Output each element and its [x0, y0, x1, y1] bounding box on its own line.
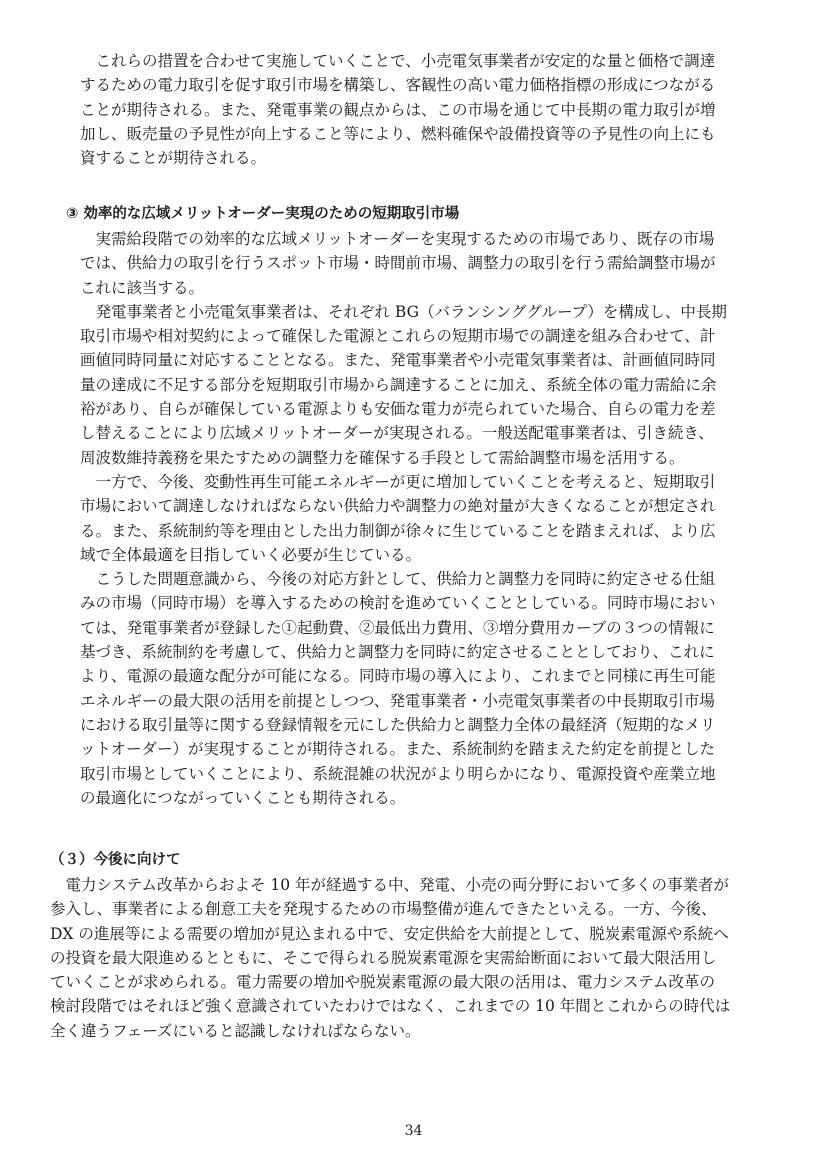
text-line: こうした問題意識から、今後の対応方針として、供給力と調整力を同時に約定させる仕組: [80, 570, 716, 589]
text-line: 周波数維持義務を果たすための調整力を確保する手段として需給調整市場を活用する。: [80, 448, 685, 467]
text-line: エネルギーの最大限の活用を前提としつつ、発電事業者・小売電気事業者の中長期取引市場: [80, 691, 715, 710]
page-number: 34: [404, 1123, 423, 1139]
text-line: これらの措置を合わせて実施していくことで、小売電気事業者が安定的な量と価格で調達: [80, 52, 716, 70]
text-line: 取引市場や相対契約によって確保した電源とこれらの短期市場での調達を組み合わせて、計: [80, 327, 716, 346]
text-line: 実需給段階での効率的な広域メリットオーダーを実現するための市場であり、既存の市場: [80, 230, 715, 248]
text-line: では、供給力の取引を行うスポット市場・時間前市場、調整力の取引を行う需給調整市場が: [80, 254, 716, 273]
text-line: 域で全体最適を目指していく必要が生じている。: [80, 545, 422, 564]
text-line: における取引量等に関する登録情報を元にした供給力と調整力全体の最経済（短期的なメリ: [80, 715, 716, 734]
text-line: 加し、販売量の予見性が向上すること等により、燃料確保や設備投資等の予見性の向上にも: [80, 124, 716, 143]
section-heading-short-term-market: ③ 効率的な広域メリットオーダー実現のための短期取引市場: [66, 206, 460, 222]
text-line: これに該当する。: [80, 278, 205, 297]
text-line: 電力システム改革からおよそ 10 年が経過する中、発電、小売の両分野において多くの事業者が: [50, 876, 730, 894]
text-line: DX の進展等による需要の増加が見込まれる中で、安定供給を大前提として、脱炭素電源や系統へ: [50, 924, 729, 943]
text-line: の最適化につながっていくことも期待される。: [80, 788, 406, 807]
text-line: より、電源の最適な配分が可能になる。同時市場の導入により、これまでと同様に再生可能: [80, 667, 716, 686]
text-line: するための電力取引を促す取引市場を構築し、客観性の高い電力価格指標の形成につながる: [80, 76, 716, 95]
text-line: ては、発電事業者が登録した①起動費、②最低出力費用、③増分費用カーブの３つの情報に: [80, 618, 715, 637]
paragraph-future: [50, 873, 730, 1043]
paragraph-short-term-market: [80, 227, 727, 810]
text-line: 全く違うフェーズにいると認識しなければならない。: [50, 1021, 421, 1040]
text-line: 発電事業者と小売電気事業者は、それぞれ BG（バランシンググループ）を構成し、中長期: [80, 302, 727, 321]
text-line: 市場において調達しなければならない供給力や調整力の絶対量が大きくなることが想定され: [80, 497, 716, 516]
text-line: 量の達成に不足する部分を短期取引市場から調達することに加え、系統全体の電力需給に余: [80, 375, 717, 394]
text-line: 取引市場としていくことにより、系統混雑の状況がより明らかになり、電源投資や産業立地: [80, 764, 716, 783]
text-line: ットオーダー）が実現することが期待される。また、系統制約を踏まえた約定を前提とした: [80, 740, 716, 759]
text-line: 基づき、系統制約を考慮して、供給力と調整力を同時に約定させることとしており、これに: [80, 643, 715, 662]
text-line: の投資を最大限進めるとともに、そこで得られる脱炭素電源を実需給断面において最大限活用し: [50, 948, 717, 967]
text-line: 一方で、今後、変動性再生可能エネルギーが更に増加していくことを考えると、短期取引: [80, 472, 716, 491]
paragraph-market-expectations: [80, 49, 716, 170]
text-line: 参入し、事業者による創意工夫を発現するための市場整備が進んできたといえる。一方、今後、: [50, 900, 717, 919]
text-line: 検討段階ではそれほど強く意識されていたわけではなく、これまでの 10 年間とこれからの時代は: [50, 997, 731, 1016]
text-line: みの市場（同時市場）を導入するための検討を進めていくこととしている。同時市場におい: [80, 594, 716, 613]
text-line: し替えることにより広域メリットオーダーが実現される。一般送配電事業者は、引き続き、: [80, 424, 714, 443]
text-line: 裕があり、自らが確保している電源よりも安価な電力が売られていた場合、自らの電力を差: [80, 400, 716, 419]
text-line: る。また、系統制約等を理由とした出力制御が徐々に生じていることを踏まえれば、より広: [80, 521, 716, 540]
text-line: ことが期待される。また、発電事業の観点からは、この市場を通じて中長期の電力取引が増: [80, 100, 716, 119]
text-line: ていくことが求められる。電力需要の増加や脱炭素電源の最大限の活用は、電力システム改革の: [50, 973, 715, 992]
text-line: 資することが期待される。: [80, 149, 267, 168]
text-line: 画値同時同量に対応することとなる。また、発電事業者や小売電気事業者は、計画値同時同: [80, 351, 716, 370]
section-heading-future: （３）今後に向けて: [50, 852, 181, 868]
